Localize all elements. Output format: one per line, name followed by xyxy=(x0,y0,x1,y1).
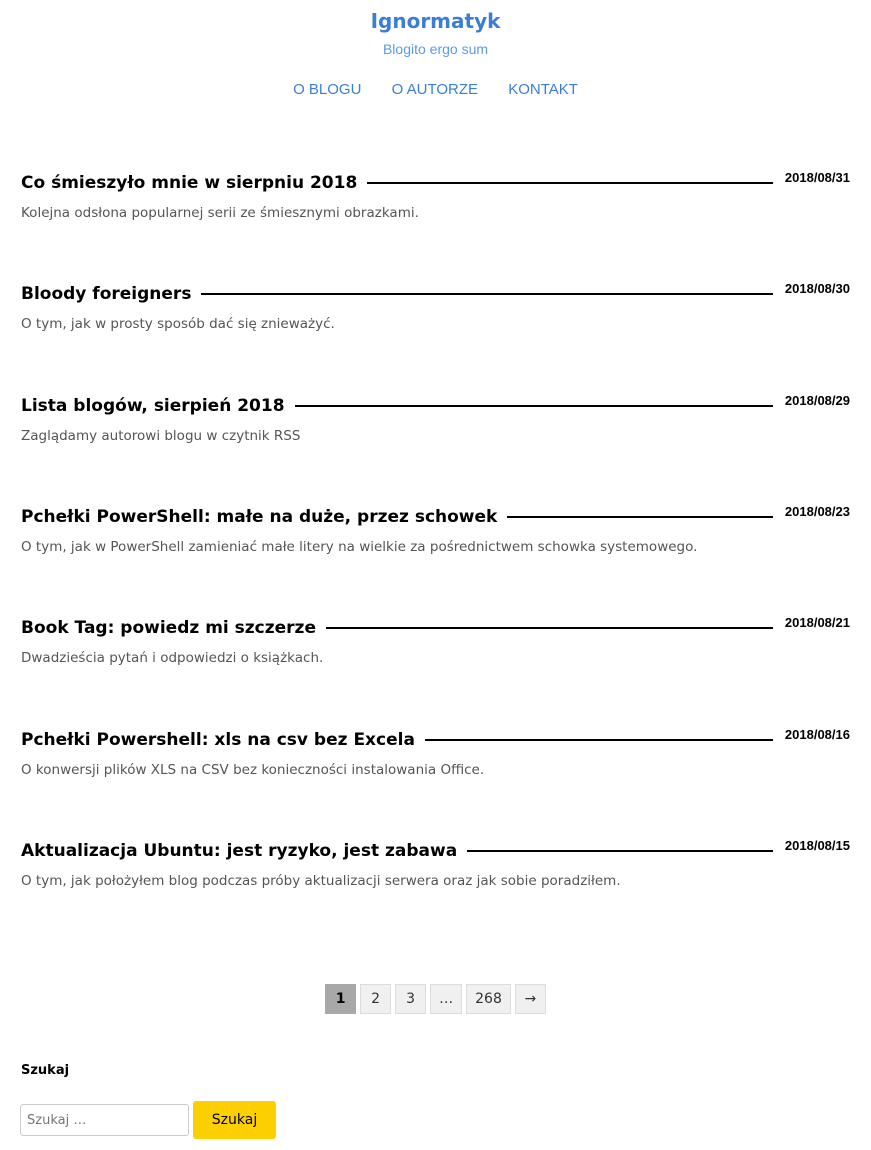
divider-line xyxy=(367,182,773,184)
divider-line xyxy=(326,627,773,629)
post-title[interactable]: Co śmieszyło mnie w sierpniu 2018 xyxy=(21,173,358,193)
post-item xyxy=(21,281,850,341)
post-item xyxy=(21,838,850,898)
site-title[interactable]: Ignormatyk xyxy=(370,9,501,33)
post-date: 2018/08/29 xyxy=(784,392,850,408)
post-date: 2018/08/15 xyxy=(784,837,850,853)
post-title[interactable]: Book Tag: powiedz mi szczerze xyxy=(21,618,316,638)
pagination xyxy=(0,984,871,1014)
page-button[interactable]: 2 xyxy=(360,984,391,1014)
divider-line xyxy=(467,850,773,852)
post-title[interactable]: Aktualizacja Ubuntu: jest ryzyko, jest zabawa xyxy=(21,841,458,861)
post-date: 2018/08/23 xyxy=(784,503,850,519)
search-heading: Szukaj xyxy=(21,1063,70,1078)
post-item xyxy=(21,504,850,564)
post-item xyxy=(21,393,850,453)
post-title[interactable]: Pchełki Powershell: xls na csv bez Excela xyxy=(21,730,415,750)
post-excerpt: O tym, jak położyłem blog podczas próby aktualizacji serwera oraz jak sobie poradziłem. xyxy=(21,873,621,889)
post-excerpt: O tym, jak w PowerShell zamieniać małe litery na wielkie za pośrednictwem schowka systemowego. xyxy=(21,539,698,555)
page-button-last[interactable]: 268 xyxy=(466,984,511,1014)
post-date: 2018/08/16 xyxy=(784,726,850,742)
post-date: 2018/08/31 xyxy=(784,169,850,185)
divider-line xyxy=(507,516,773,518)
post-excerpt: Zaglądamy autorowi blogu w czytnik RSS xyxy=(21,428,301,444)
divider-line xyxy=(295,405,773,407)
page-button-current: 1 xyxy=(325,984,356,1014)
search-input[interactable] xyxy=(20,1104,189,1136)
nav-item-o-autorze[interactable]: O AUTORZE xyxy=(391,81,479,98)
post-excerpt: O tym, jak w prosty sposób dać się znieważyć. xyxy=(21,316,335,332)
post-item xyxy=(21,170,850,230)
post-excerpt: Kolejna odsłona popularnej serii ze śmiesznymi obrazkami. xyxy=(21,205,419,221)
nav-item-kontakt[interactable]: KONTAKT xyxy=(508,81,578,98)
post-title[interactable]: Bloody foreigners xyxy=(21,284,192,304)
nav-item-o-blogu[interactable]: O BLOGU xyxy=(293,81,362,98)
site-tagline: Blogito ergo sum xyxy=(382,41,489,57)
post-date: 2018/08/21 xyxy=(784,614,850,630)
post-title[interactable]: Lista blogów, sierpień 2018 xyxy=(21,396,285,416)
page-ellipsis: … xyxy=(430,984,462,1014)
post-excerpt: O konwersji plików XLS na CSV bez konieczności instalowania Office. xyxy=(21,762,485,778)
next-page-arrow-icon[interactable]: → xyxy=(515,984,546,1014)
page-button[interactable]: 3 xyxy=(395,984,426,1014)
divider-line xyxy=(201,293,772,295)
post-title[interactable]: Pchełki PowerShell: małe na duże, przez schowek xyxy=(21,507,498,527)
main-nav xyxy=(0,81,871,98)
divider-line xyxy=(425,739,773,741)
post-date: 2018/08/30 xyxy=(784,280,850,296)
post-excerpt: Dwadzieścia pytań i odpowiedzi o książkach. xyxy=(21,650,324,666)
post-item xyxy=(21,615,850,675)
post-item xyxy=(21,727,850,787)
search-button[interactable]: Szukaj xyxy=(193,1101,276,1139)
